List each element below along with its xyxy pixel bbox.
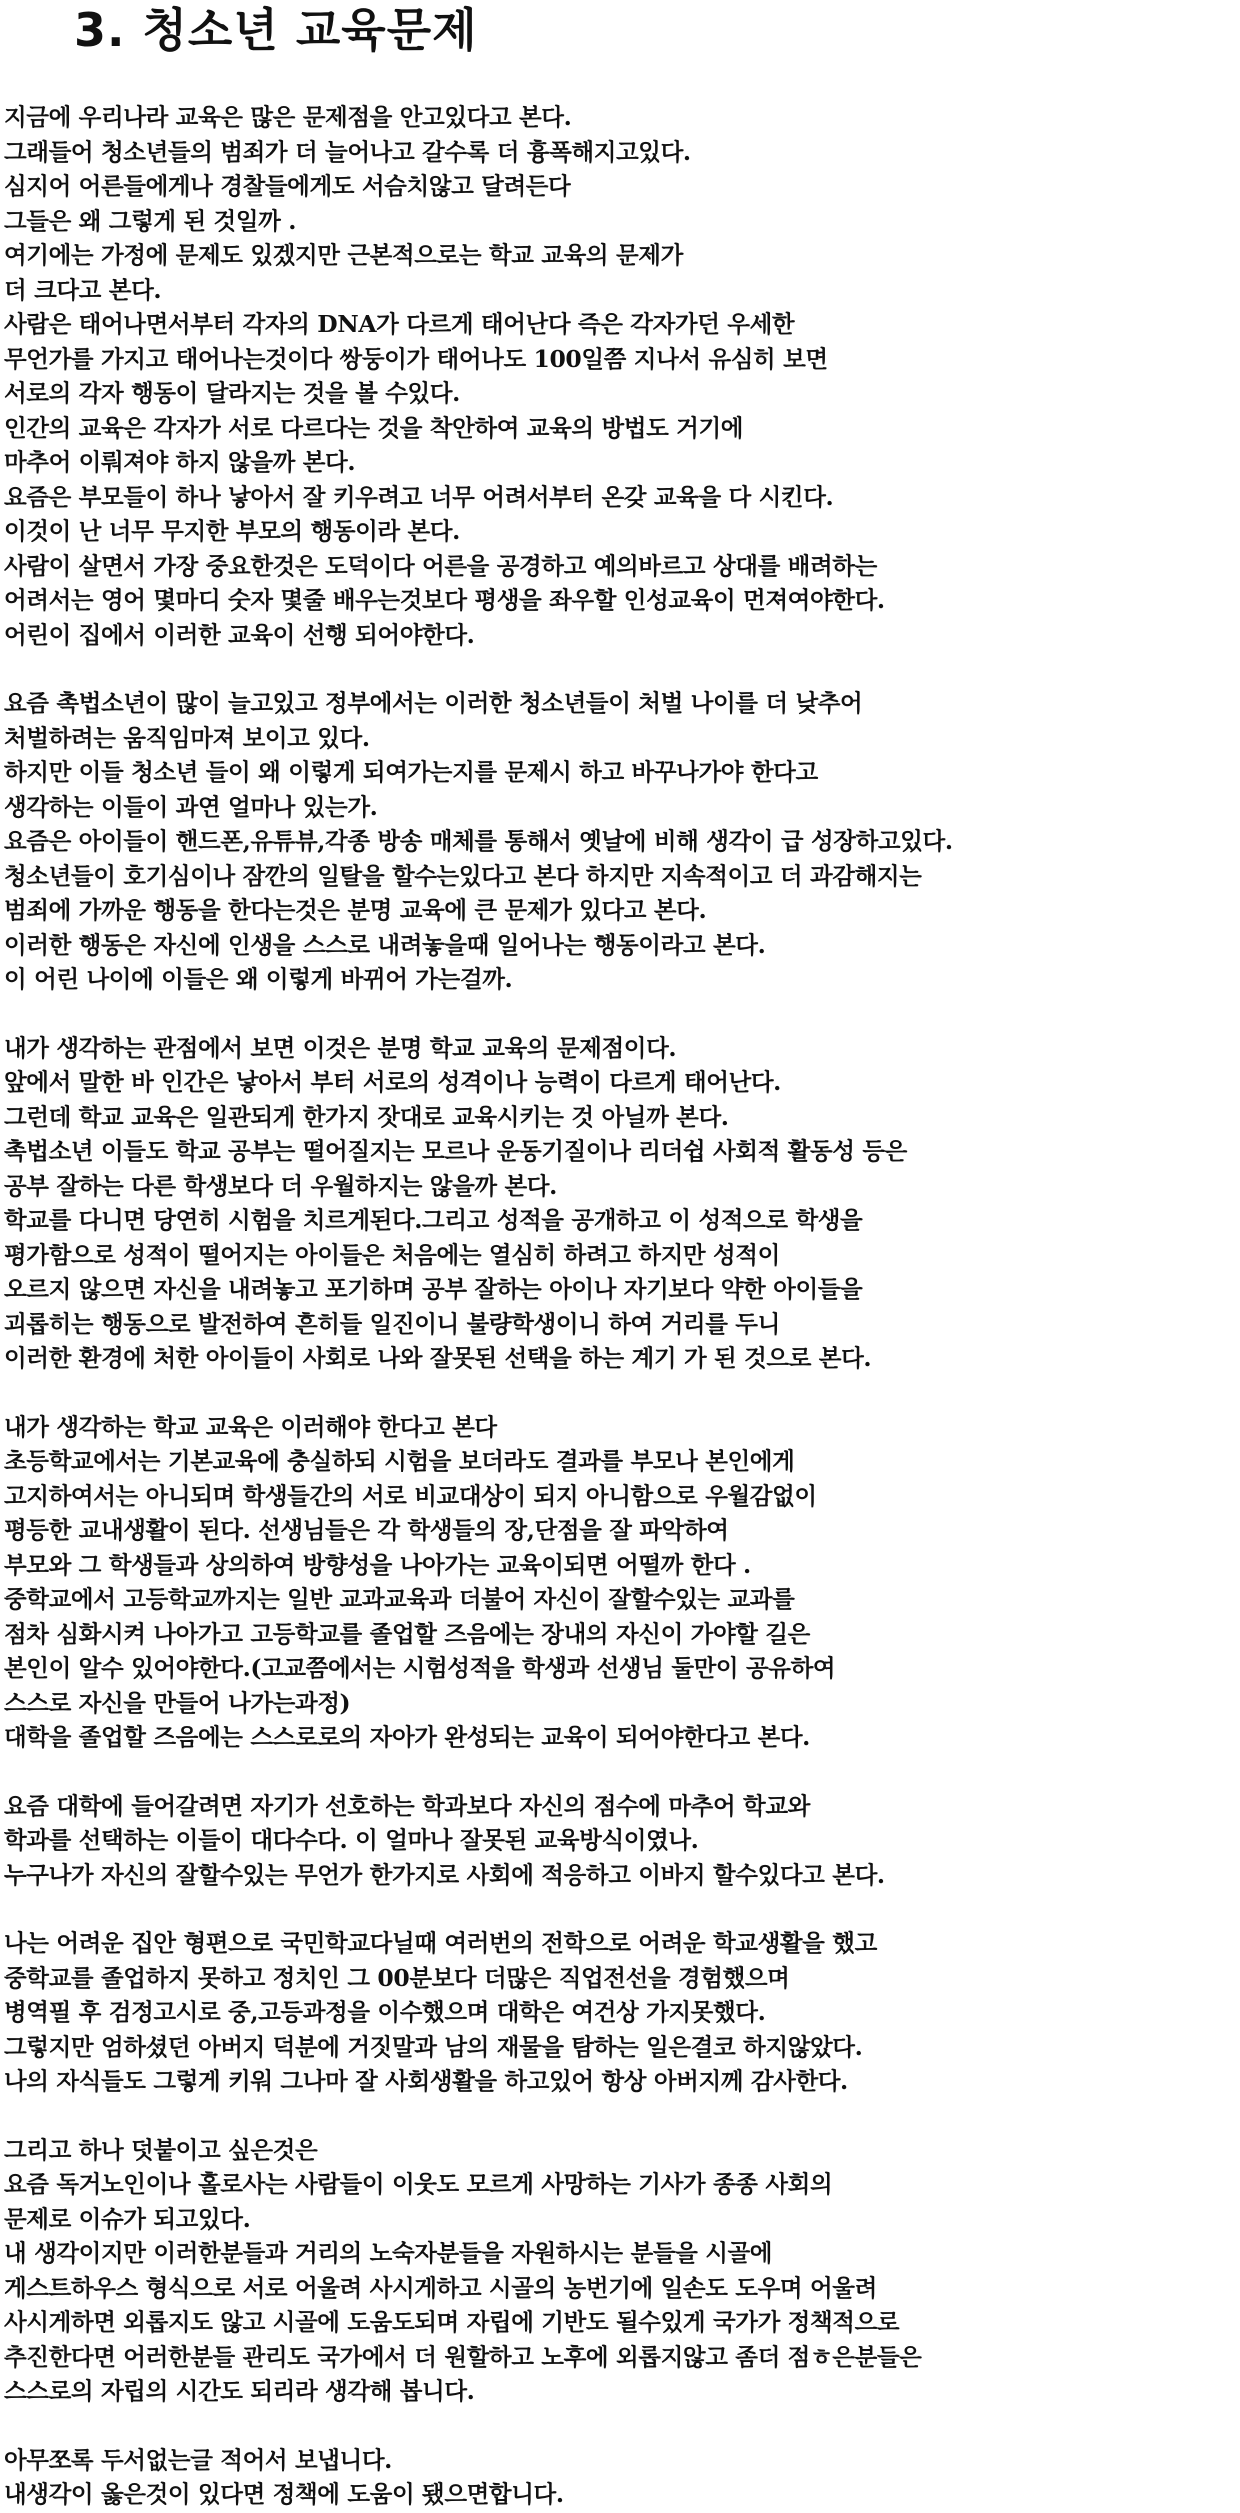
text-line: 중학교에서 고등학교까지는 일반 교과교육과 더불어 자신이 잘할수있는 교과를 — [4, 1585, 795, 1613]
text-line: 이러한 환경에 처한 아이들이 사회로 나와 잘못된 선택을 하는 계기 가 된 것으로 본다. — [4, 1344, 872, 1372]
text-line: 아무쪼록 두서없는글 적어서 보냅니다. — [4, 2445, 392, 2474]
text-line: 대학을 졸업할 즈음에는 스스로로의 자아가 완성되는 교육이 되어야한다고 본다. — [4, 1723, 810, 1751]
text-line: 요즘은 부모들이 하나 낳아서 잘 키우려고 너무 어려서부터 온갖 교육을 다 시킨다. — [4, 482, 834, 511]
paragraph — [4, 686, 1222, 997]
text-line: 학과를 선택하는 이들이 대다수다. 이 얼마나 잘못된 교육방식이였나. — [4, 1826, 699, 1854]
text-line: 그런데 학교 교육은 일관되게 한가지 잣대로 교육시키는 것 아닐까 본다. — [4, 1102, 729, 1131]
text-line: 오르지 않으면 자신을 내려놓고 포기하며 공부 잘하는 아이나 자기보다 약한 아이들을 — [4, 1275, 863, 1303]
text-line: 그리고 하나 덧붙이고 싶은것은 — [4, 2135, 318, 2164]
text-line: 처벌하려는 움직임마져 보이고 있다. — [4, 723, 370, 752]
text-line: 그들은 왜 그렇게 된 것일까 . — [4, 206, 296, 235]
text-line: 병역필 후 검정고시로 중,고등과정을 이수했으며 대학은 여건상 가지못했다. — [4, 1998, 766, 2026]
text-line: 나의 자식들도 그렇게 키워 그나마 잘 사회생활을 하고있어 항상 아버지께 감사한다. — [4, 2067, 848, 2095]
text-line: 초등학교에서는 기본교육에 충실하되 시험을 보더라도 결과를 부모나 본인에게 — [4, 1447, 795, 1475]
text-line: 게스트하우스 형식으로 서로 어울려 사시게하고 시골의 농번기에 일손도 도우며 어울려 — [4, 2273, 877, 2302]
text-line: 요즘 촉법소년이 많이 늘고있고 정부에서는 이러한 청소년들이 처벌 나이를 더 낮추어 — [4, 689, 863, 717]
text-line: 촉법소년 이들도 학교 공부는 떨어질지는 모르나 운동기질이나 리더쉽 사회적 활동성 등은 — [4, 1137, 907, 1165]
text-line: 스스로의 자립의 시간도 되리라 생각해 봅니다. — [4, 2377, 475, 2405]
text-line: 인간의 교육은 각자가 서로 다르다는 것을 착안하여 교육의 방법도 거기에 — [4, 413, 744, 442]
text-line: 학교를 다니면 당연히 시험을 치르게된다.그리고 성적을 공개하고 이 성적으로 학생을 — [4, 1206, 863, 1234]
text-line: 더 크다고 본다. — [4, 275, 162, 304]
paragraph — [4, 1926, 1222, 2099]
text-line: 나는 어려운 집안 형편으로 국민학교다닐때 여러번의 전학으로 어려운 학교생활을 했고 — [4, 1929, 877, 1957]
paragraph — [4, 2443, 1222, 2512]
text-line: 문제로 이슈가 되고있다. — [4, 2204, 251, 2233]
text-line: 이것이 난 너무 무지한 부모의 행동이라 본다. — [4, 517, 460, 545]
text-line: 내 생각이지만 이러한분들과 거리의 노숙자분들을 자원하시는 분들을 시골에 — [4, 2239, 773, 2267]
text-line: 내가 생각하는 관점에서 보면 이것은 분명 학교 교육의 문제점이다. — [4, 1033, 677, 1062]
text-line: 내생각이 옳은것이 있다면 정책에 도움이 됐으면합니다. — [4, 2480, 564, 2508]
text-line: 요즘은 아이들이 핸드폰,유튜뷰,각종 방송 매체를 통해서 옛날에 비해 생각이 급 성장하고있다. — [4, 827, 953, 855]
text-line: 여기에는 가정에 문제도 있겠지만 근본적으로는 학교 교육의 문제가 — [4, 241, 683, 269]
text-line: 지금에 우리나라 교육은 많은 문제점을 안고있다고 본다. — [4, 103, 572, 131]
text-line: 본인이 알수 있어야한다.(고교쯤에서는 시험성적을 학생과 선생님 둘만이 공유하여 — [4, 1654, 836, 1682]
text-line: 서로의 각자 행동이 달라지는 것을 볼 수있다. — [4, 379, 460, 407]
text-line: 그래들어 청소년들의 범죄가 더 늘어나고 갈수록 더 흉폭해지고있다. — [4, 137, 691, 166]
paragraph — [4, 100, 1222, 652]
text-line: 요즘 독거노인이나 홀로사는 사람들이 이웃도 모르게 사망하는 기사가 종종 사회의 — [4, 2170, 833, 2198]
text-line: 스스로 자신을 만들어 나가는과정) — [4, 1688, 351, 1717]
paragraph — [4, 1410, 1222, 1755]
text-line: 범죄에 가까운 행동을 한다는것은 분명 교육에 큰 문제가 있다고 본다. — [4, 896, 707, 924]
text-line: 고지하여서는 아니되며 학생들간의 서로 비교대상이 되지 아니함으로 우월감없이 — [4, 1481, 817, 1510]
text-line: 점차 심화시켜 나아가고 고등학교를 졸업할 즈음에는 장내의 자신이 가야할 길은 — [4, 1619, 810, 1648]
document-body — [4, 100, 1222, 2512]
text-line: 이러한 행동은 자신에 인생을 스스로 내려놓을때 일어나는 행동이라고 본다. — [4, 930, 766, 959]
text-line: 청소년들이 호기심이나 잠깐의 일탈을 할수는있다고 본다 하지만 지속적이고 더 과감해지는 — [4, 861, 922, 890]
text-line: 생각하는 이들이 과연 얼마나 있는가. — [4, 792, 378, 821]
text-line: 평가함으로 성적이 떨어지는 아이들은 처음에는 열심히 하려고 하지만 성적이 — [4, 1240, 780, 1269]
text-line: 어려서는 영어 몇마디 숫자 몇줄 배우는것보다 평생을 좌우할 인성교육이 먼져여야한다. — [4, 586, 885, 614]
text-line: 누구나가 자신의 잘할수있는 무언가 한가지로 사회에 적응하고 이바지 할수있다고 본다. — [4, 1860, 885, 1889]
text-line: 이 어린 나이에 이들은 왜 이렇게 바뀌어 가는걸까. — [4, 965, 513, 993]
text-line: 심지어 어른들에게나 경찰들에게도 서슴치않고 달려든다 — [4, 172, 571, 200]
text-line: 어린이 집에서 이러한 교육이 선행 되어야한다. — [4, 620, 475, 649]
text-line: 중학교를 졸업하지 못하고 정치인 그 00분보다 더많은 직업전선을 경험했으며 — [4, 1963, 790, 1992]
text-line: 그렇지만 엄하셨던 아버지 덕분에 거짓말과 남의 재물을 탐하는 일은결코 하지않았다. — [4, 2032, 863, 2061]
text-line: 사시게하면 외롭지도 않고 시골에 도움도되며 자립에 기반도 될수있게 국가가 정책적으로 — [4, 2308, 900, 2336]
text-line: 평등한 교내생활이 된다. 선생님들은 각 학생들의 장,단점을 잘 파악하여 — [4, 1516, 729, 1544]
text-line: 사람이 살면서 가장 중요한것은 도덕이다 어른을 공경하고 예의바르고 상대를 배려하는 — [4, 551, 877, 580]
paragraph — [4, 1031, 1222, 1376]
text-line: 추진한다면 어러한분들 관리도 국가에서 더 원할하고 노후에 외롭지않고 좀더 점ㅎ은분들은 — [4, 2342, 922, 2371]
text-line: 요즘 대학에 들어갈려면 자기가 선호하는 학과보다 자신의 점수에 마추어 학교와 — [4, 1791, 810, 1820]
text-line: 마추어 이뤄져야 하지 않을까 본다. — [4, 448, 356, 476]
text-line: 앞에서 말한 바 인간은 낳아서 부터 서로의 성격이나 능력이 다르게 태어난다. — [4, 1068, 781, 1096]
document-title: 3. 청소년 교육문제 — [74, 3, 478, 57]
text-line: 공부 잘하는 다른 학생보다 더 우월하지는 않을까 본다. — [4, 1171, 557, 1200]
paragraph — [4, 2133, 1222, 2409]
text-line: 사람은 태어나면서부터 각자의 DNA가 다르게 태어난다 즉은 각자가던 우세한 — [4, 310, 795, 338]
text-line: 무언가를 가지고 태어나는것이다 쌍둥이가 태어나도 100일쯤 지나서 유심히 보면 — [4, 344, 828, 373]
text-line: 부모와 그 학생들과 상의하여 방향성을 나아가는 교육이되면 어떨까 한다 . — [4, 1550, 751, 1579]
text-line: 괴롭히는 행동으로 발전하여 흔히들 일진이니 불량학생이니 하여 거리를 두니 — [4, 1309, 780, 1338]
text-line: 내가 생각하는 학교 교육은 이러해야 한다고 본다 — [4, 1412, 497, 1441]
paragraph — [4, 1789, 1222, 1893]
text-line: 하지만 이들 청소년 들이 왜 이렇게 되여가는지를 문제시 하고 바꾸나가야 한다고 — [4, 758, 818, 786]
